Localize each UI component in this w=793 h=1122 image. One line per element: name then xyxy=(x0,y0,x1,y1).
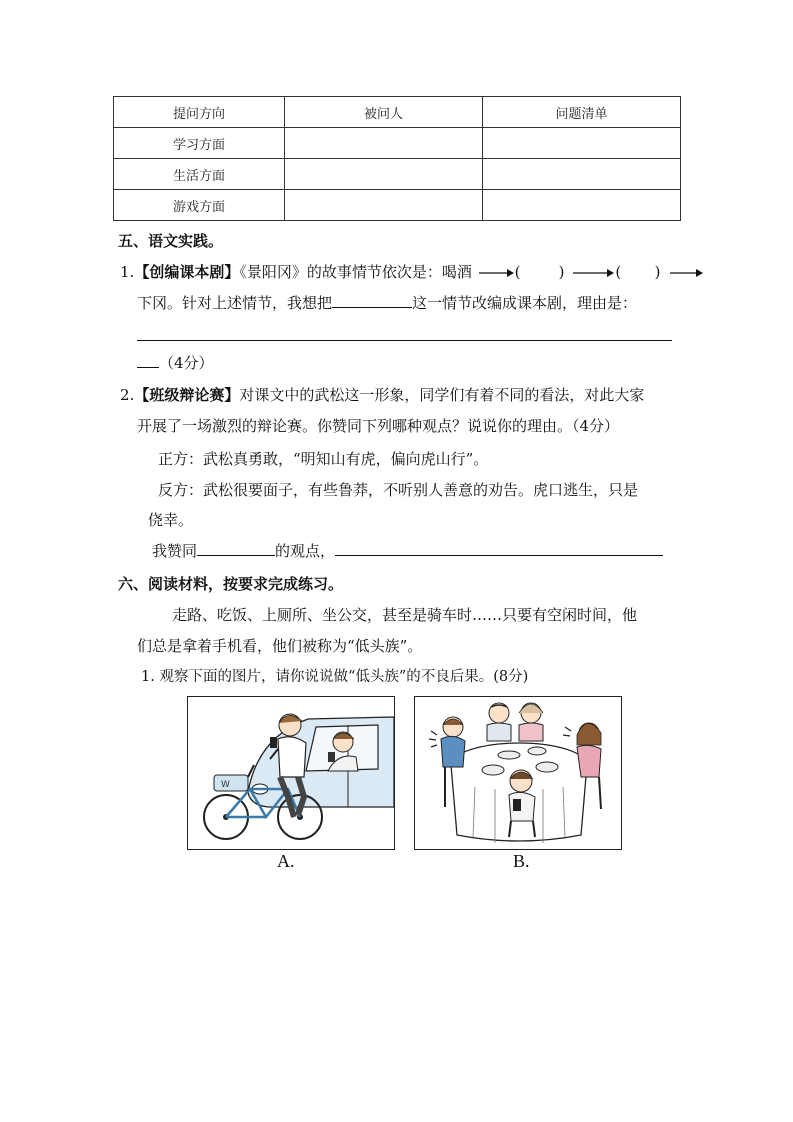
section-6-title: 六、阅读材料，按要求完成练习。 xyxy=(118,575,344,593)
question-2-number: 2. xyxy=(120,386,135,404)
answer-blank[interactable] xyxy=(197,541,275,556)
question-2-line-2: 开展了一场激烈的辩论赛。你赞同下列哪种观点？说说你的理由。（4分） xyxy=(137,417,620,435)
question-1-text-a: 下冈。针对上述情节，我想把 xyxy=(137,294,333,312)
question-2-tag: 【班级辩论赛】 xyxy=(134,386,240,404)
table-cell-blank[interactable] xyxy=(483,190,681,221)
question-2-text: 对课文中的武松这一形象，同学们有着不同的看法，对此大家 xyxy=(239,386,645,404)
question-1-text: 的故事情节依次是：喝酒 xyxy=(306,263,472,281)
arrow-right-icon xyxy=(571,268,615,278)
picture-b-label: B. xyxy=(513,851,530,871)
answer-blank[interactable] xyxy=(332,293,412,308)
question-1-line-1 xyxy=(120,262,704,282)
cyclist-illustration xyxy=(188,697,394,849)
answer-blank[interactable] xyxy=(335,541,663,556)
question-2-line-1 xyxy=(120,385,644,405)
picture-a xyxy=(187,696,395,850)
answer-prefix: 我赞同 xyxy=(152,542,198,560)
passage-line-2: 们总是拿着手机看，他们被称为“低头族”。 xyxy=(137,637,423,655)
table-header-cell: 问题清单 xyxy=(483,97,681,128)
table-cell: 生活方面 xyxy=(114,159,285,190)
table-row xyxy=(114,128,681,159)
question-1-text-b: 这一情节改编成课本剧，理由是： xyxy=(412,294,638,312)
survey-table xyxy=(113,96,681,221)
question-1-tag: 【创编课本剧】 xyxy=(134,263,240,281)
con-side-text-2: 侥幸。 xyxy=(148,511,194,529)
table-header-cell: 提问方向 xyxy=(114,97,285,128)
picture-b xyxy=(414,696,622,850)
picture-a-label: A. xyxy=(277,851,295,871)
book-title: 《景阳冈》 xyxy=(239,263,307,281)
passage-line-1: 走路、吃饭、上厕所、坐公交，甚至是骑车时……只要有空闲时间，他 xyxy=(172,606,638,624)
pro-side-text: 正方：武松真勇敢，“明知山有虎，偏向虎山行”。 xyxy=(158,450,489,468)
arrow-right-icon xyxy=(477,268,515,278)
table-cell-blank[interactable] xyxy=(285,128,483,159)
table-cell-blank[interactable] xyxy=(285,159,483,190)
section-5-title: 五、语文实践。 xyxy=(118,232,224,250)
question-1-score: （4分） xyxy=(159,354,214,372)
answer-blank[interactable] xyxy=(137,353,159,368)
section-6-question-1: 1. 观察下面的图片，请你说说做“低头族”的不良后果。(8分) xyxy=(141,669,529,685)
svg-text:W: W xyxy=(221,780,230,790)
table-header-cell: 被问人 xyxy=(285,97,483,128)
blank-paren-2[interactable]: ( ) xyxy=(615,263,661,281)
table-cell-blank[interactable] xyxy=(483,128,681,159)
answer-suffix: 的观点， xyxy=(275,542,336,560)
table-header-row xyxy=(114,97,681,128)
table-row xyxy=(114,159,681,190)
con-side-text-1: 反方：武松很要面子，有些鲁莽，不听别人善意的劝告。虎口逃生，只是 xyxy=(158,481,639,499)
answer-line[interactable] xyxy=(137,340,672,341)
question-1-score-line xyxy=(137,353,214,373)
table-cell: 学习方面 xyxy=(114,128,285,159)
question-1-line-2 xyxy=(137,293,637,313)
question-1-number: 1. xyxy=(120,263,135,281)
question-2-answer-line xyxy=(152,541,663,561)
family-dinner-illustration xyxy=(415,697,621,849)
table-cell: 游戏方面 xyxy=(114,190,285,221)
arrow-right-icon xyxy=(668,268,704,278)
blank-paren-1[interactable]: ( ) xyxy=(514,263,565,281)
table-row xyxy=(114,190,681,221)
table-cell-blank[interactable] xyxy=(483,159,681,190)
table-cell-blank[interactable] xyxy=(285,190,483,221)
